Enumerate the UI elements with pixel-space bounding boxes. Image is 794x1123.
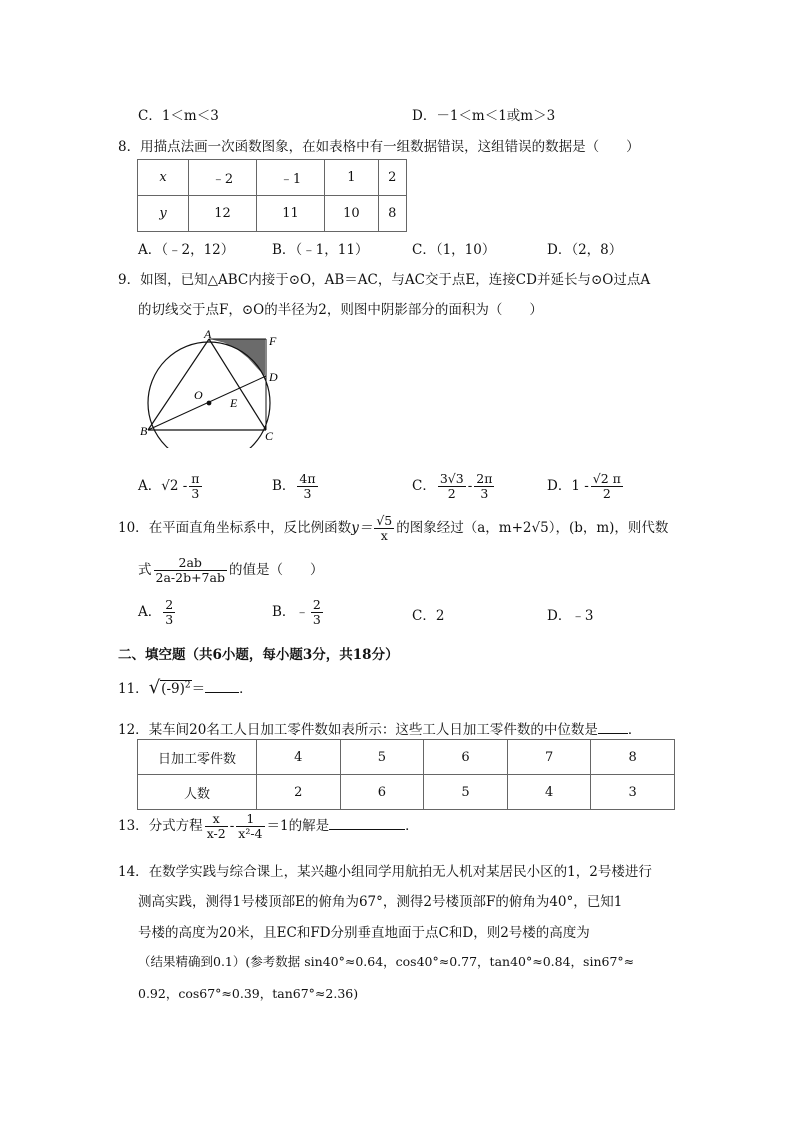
shaded-region <box>210 339 265 376</box>
center-o <box>207 401 212 406</box>
q10-option-b: B．﹣ $\frac{2}{3}$ <box>272 597 321 627</box>
q10-stem-line2: 式 $\frac{2ab}{2a-2b+7ab}$ 的值是（ ） <box>138 555 324 585</box>
q7-option-d: D．－1＜m＜1或m＞3 <box>412 108 556 124</box>
q8-x-cell: ﹣2 <box>189 160 257 196</box>
label-c: C <box>265 429 274 443</box>
q12-row1-label: 日加工零件数 <box>138 740 257 775</box>
q10-stem-line1: 10．在平面直角坐标系中，反比例函数y＝ $\frac{√5}{x}$ 的图象经过（a，m+2√5），(b，m)，则代数 <box>118 513 669 543</box>
q8-x-cell: 2 <box>378 160 406 196</box>
q12-row1-cell: 5 <box>340 740 424 775</box>
q9-option-b: B． $\frac{4\pi}{3}$ <box>272 471 316 501</box>
q8-y-cell: 12 <box>189 196 257 232</box>
q12-row1-cell: 7 <box>507 740 591 775</box>
answer-blank[interactable] <box>598 721 628 734</box>
label-d: D <box>269 370 278 384</box>
q12-row2-label: 人数 <box>138 775 257 810</box>
label-o: O <box>194 388 203 402</box>
label-b: B <box>140 424 148 438</box>
label-f: F <box>269 334 277 348</box>
q12-row2-cell: 2 <box>257 775 341 810</box>
q13: 13．分式方程 $\frac{x}{x-2}$ - $\frac{1}{\text{x²-4}}$ ＝1的解是 ． <box>118 811 419 841</box>
label-e: E <box>230 396 238 410</box>
q12-row2-cell: 3 <box>591 775 675 810</box>
q10-option-a: A． $\frac{2}{3}$ <box>138 597 174 627</box>
q11: 11．$√(-9)^2=$ ． <box>118 677 253 698</box>
q8-x-cell: 1 <box>325 160 379 196</box>
answer-blank[interactable] <box>205 680 239 693</box>
q12-row2-cell: 4 <box>507 775 591 810</box>
q9-figure <box>140 328 290 448</box>
q8-option-c: C．（1，10） <box>412 242 496 258</box>
q8-table <box>137 159 407 232</box>
q10-option-d: D．﹣3 <box>547 608 594 624</box>
q12-table <box>137 739 675 810</box>
q12-row1-cell: 4 <box>257 740 341 775</box>
q12-row2-cell: 6 <box>340 775 424 810</box>
q14-line4: （结果精确到0.1）(参考数据 sin40°≈0.64，cos40°≈0.77，tan40°≈0.84，sin67°≈ <box>138 954 635 969</box>
q8-option-b: B．（﹣1，11） <box>272 242 369 258</box>
q14-line1: 14．在数学实践与综合课上，某兴趣小组同学用航拍无人机对某居民小区的1，2号楼进行 <box>118 864 652 880</box>
q9-option-a: A．√2 - $\frac{\pi}{3}$ <box>138 471 200 501</box>
q9-option-d: D．1 - $\frac{√2 \pi}{2}$ <box>547 471 621 501</box>
q7-option-c: C．1＜m＜3 <box>138 108 219 124</box>
q8-y-cell: 8 <box>378 196 406 232</box>
q9-stem-line2: 的切线交于点F，⊙O的半径为2，则图中阴影部分的面积为（ ） <box>138 302 543 318</box>
q8-y-cell: 11 <box>257 196 325 232</box>
q9-option-c: C． $\frac{3√3}{2}$ - $\frac{2\pi}{3}$ <box>412 471 493 501</box>
q8-y-cell: 10 <box>325 196 379 232</box>
q8-option-a: A．（﹣2，12） <box>138 242 235 258</box>
q8-x-label: x <box>138 160 189 196</box>
q12-row1-cell: 6 <box>424 740 508 775</box>
label-a: A <box>204 328 212 341</box>
q8-y-label: y <box>138 196 189 232</box>
q8-option-d: D．（2，8） <box>547 242 623 258</box>
q9-stem-line1: 9．如图，已知△ABC内接于⊙O，AB＝AC，与AC交于点E，连接CD并延长与⊙O过点A <box>118 272 651 288</box>
answer-blank[interactable] <box>329 817 405 830</box>
q8-x-cell: ﹣1 <box>257 160 325 196</box>
q14-line2: 测高实践，测得1号楼顶部E的俯角为67°，测得2号楼顶部F的俯角为40°，已知1 <box>138 894 623 910</box>
q12-row1-cell: 8 <box>591 740 675 775</box>
q10-option-c: C．2 <box>412 608 445 624</box>
section-title: 二、填空题（共6小题，每小题3分，共18分） <box>118 647 399 663</box>
q14-line3: 号楼的高度为20米，且EC和FD分别垂直地面于点C和D，则2号楼的高度为 <box>138 925 590 941</box>
q8-stem: 8．用描点法画一次函数图象，在如表格中有一组数据错误，这组错误的数据是（ ） <box>118 139 640 155</box>
q12-stem: 12．某车间20名工人日加工零件数如表所示：这些工人日加工零件数的中位数是 ． <box>118 722 642 738</box>
q12-row2-cell: 5 <box>424 775 508 810</box>
q14-line5: 0.92，cos67°≈0.39，tan67°≈2.36) <box>138 986 359 1001</box>
